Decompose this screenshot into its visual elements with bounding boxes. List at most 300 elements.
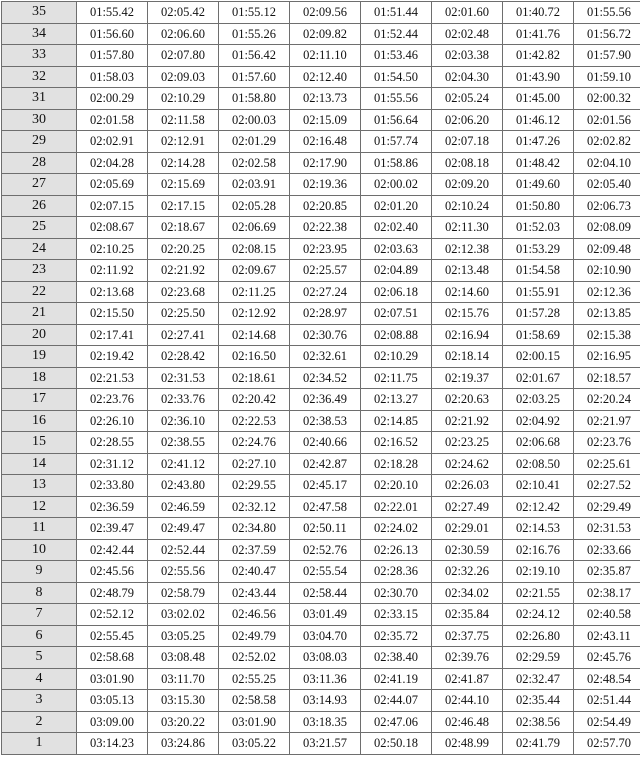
time-cell: 01:50.80	[503, 195, 574, 217]
rank-cell: 17	[2, 389, 77, 411]
rank-cell: 3	[2, 690, 77, 712]
time-cell: 02:36.59	[77, 496, 148, 518]
time-cell: 02:54.49	[574, 711, 640, 733]
time-cell: 02:09.03	[148, 66, 219, 88]
time-cell: 02:01.67	[503, 367, 574, 389]
time-cell: 03:08.48	[148, 647, 219, 669]
time-cell: 02:47.06	[361, 711, 432, 733]
time-cell: 02:41.19	[361, 668, 432, 690]
time-cell: 02:39.76	[432, 647, 503, 669]
time-cell: 01:43.90	[503, 66, 574, 88]
time-cell: 02:33.76	[148, 389, 219, 411]
time-cell: 01:59.10	[574, 66, 640, 88]
time-cell: 02:00.03	[219, 109, 290, 131]
table-row	[2, 281, 640, 303]
time-cell: 02:28.36	[361, 561, 432, 583]
time-cell: 02:05.69	[77, 174, 148, 196]
time-cell: 02:49.47	[148, 518, 219, 540]
time-cell: 02:22.01	[361, 496, 432, 518]
rank-cell: 28	[2, 152, 77, 174]
time-cell: 02:16.94	[432, 324, 503, 346]
rank-cell: 23	[2, 260, 77, 282]
time-cell: 02:03.63	[361, 238, 432, 260]
rank-cell: 6	[2, 625, 77, 647]
time-cell: 03:02.02	[148, 604, 219, 626]
time-cell: 02:41.79	[503, 733, 574, 755]
time-cell: 02:15.50	[77, 303, 148, 325]
table-row	[2, 410, 640, 432]
time-cell: 02:14.28	[148, 152, 219, 174]
time-cell: 02:35.87	[574, 561, 640, 583]
time-cell: 02:33.66	[574, 539, 640, 561]
time-cell: 02:27.10	[219, 453, 290, 475]
time-cell: 01:57.60	[219, 66, 290, 88]
time-cell: 02:13.27	[361, 389, 432, 411]
table-row	[2, 389, 640, 411]
rank-cell: 20	[2, 324, 77, 346]
time-cell: 01:56.60	[77, 23, 148, 45]
time-cell: 02:00.29	[77, 88, 148, 110]
table-row	[2, 195, 640, 217]
time-cell: 02:05.28	[219, 195, 290, 217]
time-cell: 02:39.47	[77, 518, 148, 540]
table-row	[2, 604, 640, 626]
time-cell: 02:32.47	[503, 668, 574, 690]
time-cell: 02:30.59	[432, 539, 503, 561]
time-cell: 02:02.91	[77, 131, 148, 153]
time-cell: 02:58.44	[290, 582, 361, 604]
time-cell: 02:23.25	[432, 432, 503, 454]
time-cell: 02:29.01	[432, 518, 503, 540]
time-cell: 02:10.29	[148, 88, 219, 110]
time-cell: 01:55.56	[361, 88, 432, 110]
time-cell: 02:08.09	[574, 217, 640, 239]
time-cell: 02:24.62	[432, 453, 503, 475]
rank-cell: 25	[2, 217, 77, 239]
rank-cell: 35	[2, 2, 77, 24]
time-cell: 02:15.69	[148, 174, 219, 196]
time-cell: 02:33.15	[361, 604, 432, 626]
score-table-body	[2, 2, 640, 755]
time-cell: 01:55.91	[503, 281, 574, 303]
time-cell: 02:30.76	[290, 324, 361, 346]
time-cell: 02:01.58	[77, 109, 148, 131]
time-cell: 02:04.10	[574, 152, 640, 174]
time-cell: 02:38.40	[361, 647, 432, 669]
table-row	[2, 539, 640, 561]
time-cell: 02:38.55	[148, 432, 219, 454]
time-cell: 02:35.84	[432, 604, 503, 626]
time-cell: 02:20.63	[432, 389, 503, 411]
time-cell: 01:40.72	[503, 2, 574, 24]
time-cell: 02:43.80	[148, 475, 219, 497]
time-cell: 03:11.36	[290, 668, 361, 690]
time-cell: 02:45.17	[290, 475, 361, 497]
time-cell: 03:05.13	[77, 690, 148, 712]
time-cell: 02:21.92	[432, 410, 503, 432]
time-cell: 02:06.18	[361, 281, 432, 303]
score-table	[1, 1, 640, 755]
time-cell: 02:15.76	[432, 303, 503, 325]
time-cell: 02:11.58	[148, 109, 219, 131]
time-cell: 01:58.03	[77, 66, 148, 88]
time-cell: 02:10.29	[361, 346, 432, 368]
time-cell: 02:52.44	[148, 539, 219, 561]
rank-cell: 1	[2, 733, 77, 755]
time-cell: 02:49.79	[219, 625, 290, 647]
time-cell: 02:38.17	[574, 582, 640, 604]
time-cell: 01:49.60	[503, 174, 574, 196]
time-cell: 01:58.80	[219, 88, 290, 110]
time-cell: 02:37.59	[219, 539, 290, 561]
time-cell: 02:24.12	[503, 604, 574, 626]
rank-cell: 14	[2, 453, 77, 475]
time-cell: 02:14.85	[361, 410, 432, 432]
table-row	[2, 561, 640, 583]
time-cell: 02:20.25	[148, 238, 219, 260]
rank-cell: 13	[2, 475, 77, 497]
time-cell: 02:20.10	[361, 475, 432, 497]
time-cell: 02:47.58	[290, 496, 361, 518]
table-row	[2, 88, 640, 110]
table-row	[2, 475, 640, 497]
time-cell: 02:00.15	[503, 346, 574, 368]
time-cell: 01:53.29	[503, 238, 574, 260]
time-cell: 02:27.49	[432, 496, 503, 518]
rank-cell: 4	[2, 668, 77, 690]
time-cell: 02:00.02	[361, 174, 432, 196]
rank-cell: 15	[2, 432, 77, 454]
time-cell: 02:12.38	[432, 238, 503, 260]
time-cell: 02:04.89	[361, 260, 432, 282]
time-cell: 02:55.45	[77, 625, 148, 647]
time-cell: 02:06.73	[574, 195, 640, 217]
time-cell: 02:14.60	[432, 281, 503, 303]
time-cell: 02:40.58	[574, 604, 640, 626]
time-cell: 02:41.87	[432, 668, 503, 690]
table-row	[2, 217, 640, 239]
time-cell: 02:36.49	[290, 389, 361, 411]
time-cell: 02:50.11	[290, 518, 361, 540]
rank-cell: 30	[2, 109, 77, 131]
time-cell: 02:19.37	[432, 367, 503, 389]
time-cell: 02:29.59	[503, 647, 574, 669]
table-row	[2, 23, 640, 45]
time-cell: 02:55.54	[290, 561, 361, 583]
time-cell: 02:24.02	[361, 518, 432, 540]
time-cell: 01:54.50	[361, 66, 432, 88]
time-cell: 02:21.53	[77, 367, 148, 389]
time-cell: 02:34.02	[432, 582, 503, 604]
rank-cell: 16	[2, 410, 77, 432]
time-cell: 02:19.42	[77, 346, 148, 368]
rank-cell: 8	[2, 582, 77, 604]
time-cell: 02:12.91	[148, 131, 219, 153]
time-cell: 02:41.12	[148, 453, 219, 475]
time-cell: 03:14.23	[77, 733, 148, 755]
time-cell: 01:57.80	[77, 45, 148, 67]
time-cell: 02:26.80	[503, 625, 574, 647]
rank-cell: 2	[2, 711, 77, 733]
time-cell: 03:04.70	[290, 625, 361, 647]
time-cell: 02:13.68	[77, 281, 148, 303]
table-row	[2, 625, 640, 647]
time-cell: 02:01.20	[361, 195, 432, 217]
time-cell: 02:09.48	[574, 238, 640, 260]
time-cell: 03:24.86	[148, 733, 219, 755]
time-cell: 01:55.12	[219, 2, 290, 24]
time-cell: 02:45.56	[77, 561, 148, 583]
time-cell: 03:20.22	[148, 711, 219, 733]
time-cell: 02:18.61	[219, 367, 290, 389]
time-cell: 01:55.56	[574, 2, 640, 24]
time-cell: 02:01.29	[219, 131, 290, 153]
time-cell: 01:47.26	[503, 131, 574, 153]
time-cell: 02:46.59	[148, 496, 219, 518]
rank-cell: 11	[2, 518, 77, 540]
time-cell: 01:58.86	[361, 152, 432, 174]
time-cell: 02:32.61	[290, 346, 361, 368]
time-cell: 02:48.54	[574, 668, 640, 690]
time-cell: 02:42.44	[77, 539, 148, 561]
table-row	[2, 367, 640, 389]
time-cell: 02:55.25	[219, 668, 290, 690]
time-cell: 01:52.44	[361, 23, 432, 45]
time-cell: 02:23.68	[148, 281, 219, 303]
rank-cell: 19	[2, 346, 77, 368]
time-cell: 02:02.40	[361, 217, 432, 239]
time-cell: 02:58.68	[77, 647, 148, 669]
time-cell: 02:29.55	[219, 475, 290, 497]
time-cell: 02:07.51	[361, 303, 432, 325]
rank-cell: 26	[2, 195, 77, 217]
time-cell: 02:08.18	[432, 152, 503, 174]
table-row	[2, 45, 640, 67]
time-cell: 02:09.82	[290, 23, 361, 45]
time-cell: 02:08.67	[77, 217, 148, 239]
time-cell: 02:31.53	[148, 367, 219, 389]
time-cell: 02:18.57	[574, 367, 640, 389]
table-row	[2, 238, 640, 260]
table-row	[2, 260, 640, 282]
table-row	[2, 2, 640, 24]
time-cell: 02:52.02	[219, 647, 290, 669]
time-cell: 01:53.46	[361, 45, 432, 67]
time-cell: 02:11.30	[432, 217, 503, 239]
time-cell: 02:03.38	[432, 45, 503, 67]
time-cell: 02:05.24	[432, 88, 503, 110]
time-cell: 02:18.14	[432, 346, 503, 368]
time-cell: 01:56.42	[219, 45, 290, 67]
rank-cell: 5	[2, 647, 77, 669]
time-cell: 02:42.87	[290, 453, 361, 475]
time-cell: 02:16.95	[574, 346, 640, 368]
table-row	[2, 647, 640, 669]
rank-cell: 31	[2, 88, 77, 110]
time-cell: 02:23.76	[574, 432, 640, 454]
time-cell: 02:26.13	[361, 539, 432, 561]
rank-cell: 33	[2, 45, 77, 67]
time-cell: 02:16.50	[219, 346, 290, 368]
rank-cell: 18	[2, 367, 77, 389]
time-cell: 02:21.92	[148, 260, 219, 282]
time-cell: 02:58.58	[219, 690, 290, 712]
time-cell: 02:05.42	[148, 2, 219, 24]
time-cell: 02:02.82	[574, 131, 640, 153]
time-cell: 02:08.50	[503, 453, 574, 475]
rank-cell: 21	[2, 303, 77, 325]
time-cell: 02:06.20	[432, 109, 503, 131]
time-cell: 01:55.26	[219, 23, 290, 45]
time-cell: 02:17.41	[77, 324, 148, 346]
time-cell: 02:16.52	[361, 432, 432, 454]
time-cell: 02:06.68	[503, 432, 574, 454]
time-cell: 02:03.91	[219, 174, 290, 196]
time-cell: 02:32.12	[219, 496, 290, 518]
time-cell: 02:44.10	[432, 690, 503, 712]
time-cell: 02:08.88	[361, 324, 432, 346]
rank-cell: 10	[2, 539, 77, 561]
table-row	[2, 496, 640, 518]
time-cell: 02:48.99	[432, 733, 503, 755]
time-cell: 03:15.30	[148, 690, 219, 712]
time-cell: 02:04.92	[503, 410, 574, 432]
time-cell: 02:27.24	[290, 281, 361, 303]
time-cell: 02:05.40	[574, 174, 640, 196]
time-cell: 02:12.36	[574, 281, 640, 303]
time-cell: 02:29.49	[574, 496, 640, 518]
time-cell: 02:10.90	[574, 260, 640, 282]
time-cell: 02:10.41	[503, 475, 574, 497]
time-cell: 02:58.79	[148, 582, 219, 604]
time-cell: 01:45.00	[503, 88, 574, 110]
table-row	[2, 131, 640, 153]
table-row	[2, 668, 640, 690]
time-cell: 02:50.18	[361, 733, 432, 755]
time-cell: 02:33.80	[77, 475, 148, 497]
time-cell: 03:09.00	[77, 711, 148, 733]
time-cell: 02:55.56	[148, 561, 219, 583]
time-cell: 02:38.56	[503, 711, 574, 733]
time-cell: 02:46.48	[432, 711, 503, 733]
time-cell: 02:09.20	[432, 174, 503, 196]
time-cell: 02:14.53	[503, 518, 574, 540]
time-cell: 02:48.79	[77, 582, 148, 604]
time-cell: 02:24.76	[219, 432, 290, 454]
time-cell: 02:35.72	[361, 625, 432, 647]
table-row	[2, 152, 640, 174]
time-cell: 02:20.42	[219, 389, 290, 411]
time-cell: 02:14.68	[219, 324, 290, 346]
time-cell: 02:07.18	[432, 131, 503, 153]
time-cell: 02:16.48	[290, 131, 361, 153]
time-cell: 02:03.25	[503, 389, 574, 411]
time-cell: 02:25.50	[148, 303, 219, 325]
table-row	[2, 582, 640, 604]
rank-cell: 27	[2, 174, 77, 196]
time-cell: 01:48.42	[503, 152, 574, 174]
time-cell: 03:08.03	[290, 647, 361, 669]
time-cell: 03:01.90	[77, 668, 148, 690]
time-cell: 02:17.15	[148, 195, 219, 217]
time-cell: 02:00.32	[574, 88, 640, 110]
time-cell: 02:09.67	[219, 260, 290, 282]
time-cell: 01:56.64	[361, 109, 432, 131]
time-cell: 01:57.28	[503, 303, 574, 325]
time-cell: 02:28.97	[290, 303, 361, 325]
time-cell: 02:52.12	[77, 604, 148, 626]
table-row	[2, 518, 640, 540]
time-cell: 02:16.76	[503, 539, 574, 561]
time-cell: 02:17.90	[290, 152, 361, 174]
time-cell: 02:07.15	[77, 195, 148, 217]
time-cell: 03:11.70	[148, 668, 219, 690]
table-row	[2, 453, 640, 475]
rank-cell: 24	[2, 238, 77, 260]
rank-cell: 29	[2, 131, 77, 153]
time-cell: 02:46.56	[219, 604, 290, 626]
time-cell: 02:27.52	[574, 475, 640, 497]
time-cell: 02:27.41	[148, 324, 219, 346]
time-cell: 02:11.25	[219, 281, 290, 303]
time-cell: 02:35.44	[503, 690, 574, 712]
time-cell: 02:02.48	[432, 23, 503, 45]
rank-cell: 9	[2, 561, 77, 583]
time-cell: 02:07.80	[148, 45, 219, 67]
time-cell: 02:04.30	[432, 66, 503, 88]
time-cell: 02:11.10	[290, 45, 361, 67]
time-cell: 01:46.12	[503, 109, 574, 131]
time-cell: 02:21.97	[574, 410, 640, 432]
time-cell: 03:01.90	[219, 711, 290, 733]
time-cell: 02:18.28	[361, 453, 432, 475]
time-cell: 01:42.82	[503, 45, 574, 67]
time-cell: 02:34.80	[219, 518, 290, 540]
time-cell: 02:18.67	[148, 217, 219, 239]
time-cell: 02:36.10	[148, 410, 219, 432]
time-cell: 02:23.76	[77, 389, 148, 411]
time-cell: 02:06.69	[219, 217, 290, 239]
time-cell: 01:55.42	[77, 2, 148, 24]
table-row	[2, 711, 640, 733]
time-cell: 02:40.47	[219, 561, 290, 583]
time-cell: 02:13.73	[290, 88, 361, 110]
time-cell: 02:06.60	[148, 23, 219, 45]
time-cell: 01:56.72	[574, 23, 640, 45]
time-cell: 02:25.57	[290, 260, 361, 282]
time-cell: 02:15.09	[290, 109, 361, 131]
time-cell: 02:19.36	[290, 174, 361, 196]
time-cell: 02:31.12	[77, 453, 148, 475]
time-cell: 03:18.35	[290, 711, 361, 733]
table-row	[2, 66, 640, 88]
rank-cell: 12	[2, 496, 77, 518]
time-cell: 03:14.93	[290, 690, 361, 712]
time-cell: 02:04.28	[77, 152, 148, 174]
time-cell: 02:02.58	[219, 152, 290, 174]
table-row	[2, 346, 640, 368]
time-cell: 02:23.95	[290, 238, 361, 260]
table-row	[2, 109, 640, 131]
time-cell: 02:12.40	[290, 66, 361, 88]
rank-cell: 34	[2, 23, 77, 45]
time-cell: 02:25.61	[574, 453, 640, 475]
time-cell: 02:20.85	[290, 195, 361, 217]
time-cell: 01:51.44	[361, 2, 432, 24]
time-cell: 03:05.22	[219, 733, 290, 755]
table-row	[2, 733, 640, 755]
time-cell: 02:34.52	[290, 367, 361, 389]
